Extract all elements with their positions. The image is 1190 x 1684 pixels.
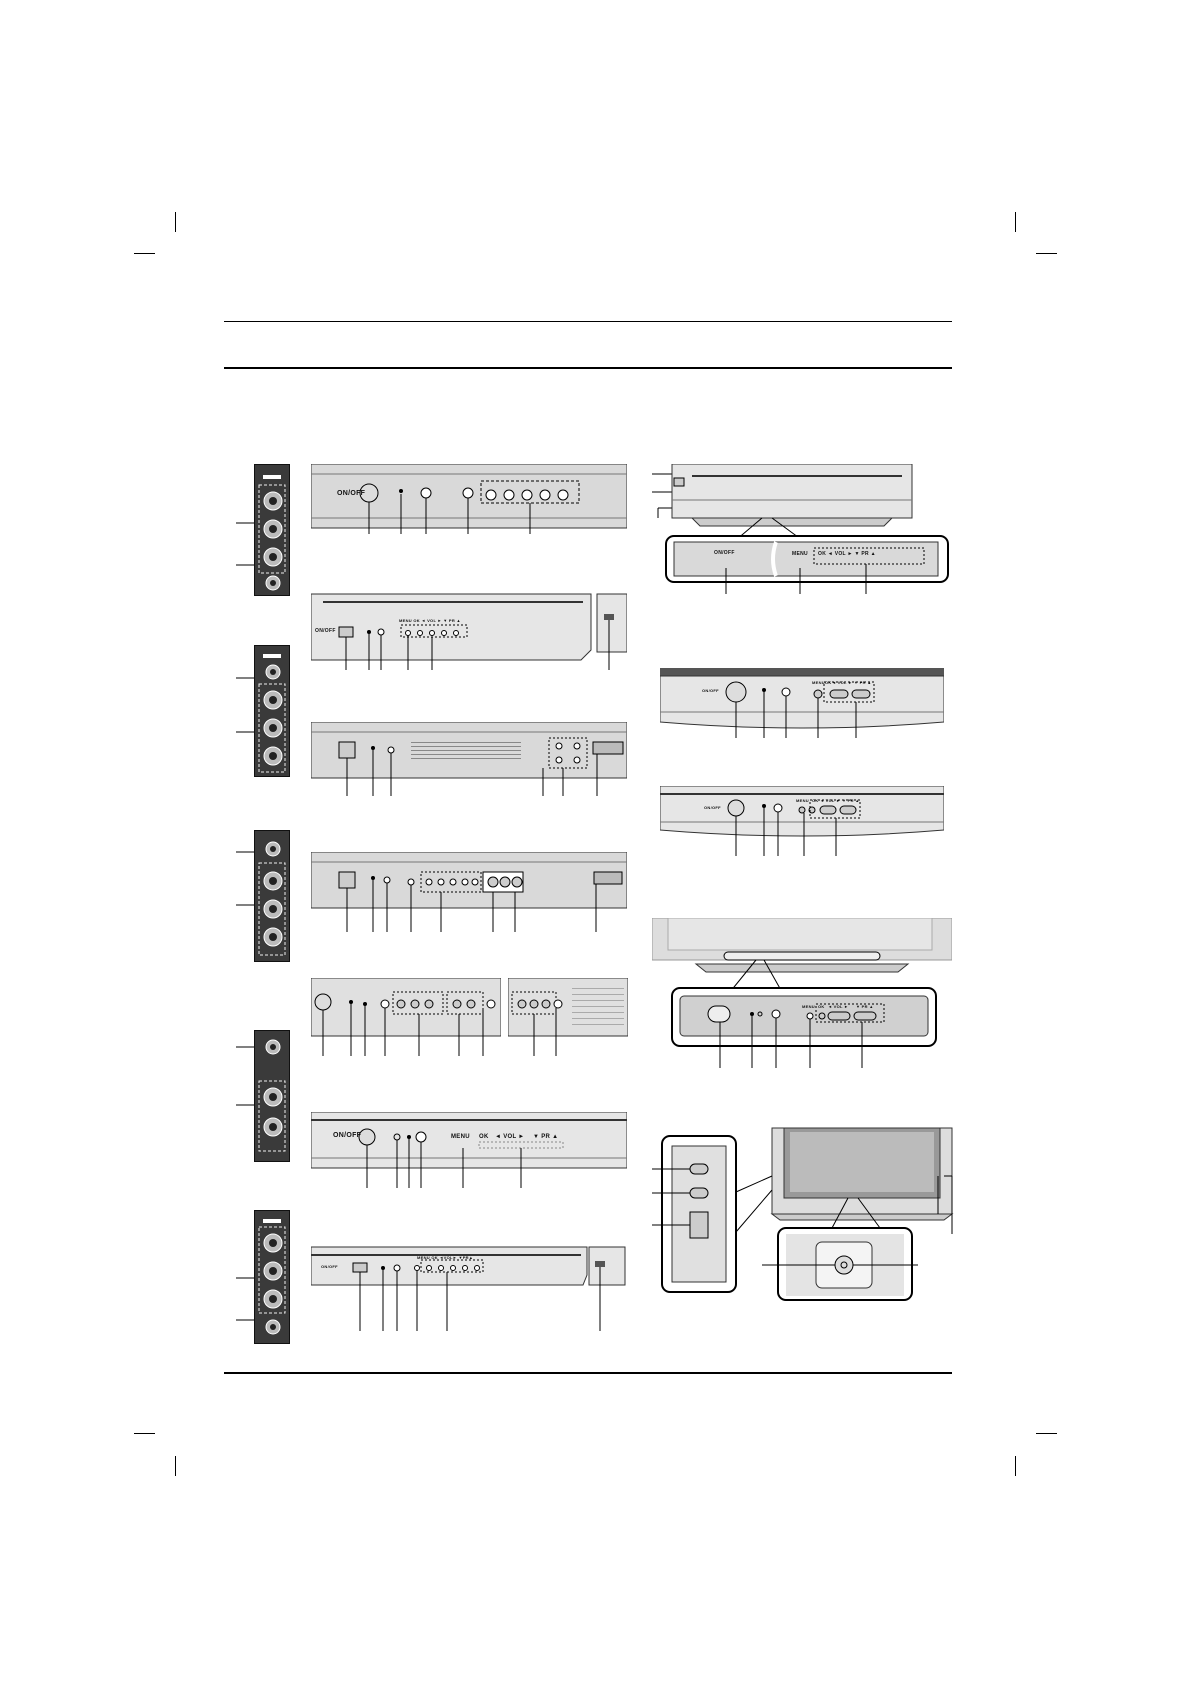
- crop-mark-tr-v: [1015, 212, 1016, 232]
- vol-label: ◄ VOL ►: [820, 798, 841, 803]
- front-panel-r1: [652, 464, 952, 594]
- pr-label: ▼ PR ▲: [842, 798, 860, 803]
- controls-label: MENU OK ◄VOL► ▼PR▲: [417, 1255, 474, 1260]
- crop-mark-br-v: [1015, 1456, 1016, 1476]
- front-panel-2: [311, 592, 627, 670]
- on-off-label: ON/OFF: [702, 688, 719, 693]
- crop-mark-bl-h: [134, 1433, 155, 1434]
- on-off-label: ON/OFF: [321, 1264, 338, 1269]
- menu-label: MENU: [451, 1134, 470, 1140]
- crop-mark-tl-v: [175, 212, 176, 232]
- controls-label: MENU OK ◄ VOL ► ▼ PR ▲: [399, 618, 461, 623]
- on-off-label: ON/OFF: [337, 490, 366, 497]
- crop-mark-tr-h: [1036, 253, 1057, 254]
- front-panel-1: [311, 464, 627, 534]
- crop-mark-bl-v: [175, 1456, 176, 1476]
- ok-label: OK: [825, 680, 832, 685]
- ok-label: OK: [812, 798, 819, 803]
- ok-label: OK: [479, 1134, 489, 1140]
- controls-label: OK ◄ VOL ► ▼ PR ▲: [818, 551, 876, 557]
- front-panel-r3: [660, 786, 944, 856]
- header-rule-bottom: [224, 367, 952, 369]
- pr-label: ▼ PR ▲: [854, 680, 872, 685]
- menu-label: MENU: [796, 798, 809, 803]
- pr-label: ▼ PR ▲: [533, 1134, 559, 1140]
- crop-mark-tl-h: [134, 253, 155, 254]
- front-panel-6: [311, 1112, 627, 1188]
- pr-label: ▼ PR ▲: [856, 1004, 874, 1009]
- on-off-label: ON/OFF: [714, 550, 735, 556]
- front-panel-3: [311, 722, 627, 796]
- front-panel-r4: [652, 918, 952, 1068]
- front-panel-r2: [660, 668, 944, 738]
- ok-label: OK: [818, 1004, 825, 1009]
- menu-label: MENU: [792, 551, 808, 557]
- crop-mark-br-h: [1036, 1433, 1057, 1434]
- front-panel-r5: [652, 1124, 957, 1304]
- menu-label: MENU: [812, 680, 825, 685]
- vol-label: ◄ VOL ►: [832, 680, 853, 685]
- front-panel-4: [311, 852, 627, 932]
- on-off-label: ON/OFF: [315, 628, 336, 634]
- header-rule-top: [224, 321, 952, 322]
- front-panel-5a: [311, 978, 501, 1056]
- vol-label: ◄ VOL ►: [495, 1134, 525, 1140]
- vol-label: ◄ VOL ►: [828, 1004, 849, 1009]
- on-off-label: ON/OFF: [333, 1132, 362, 1139]
- menu-label: MENU: [802, 1004, 815, 1009]
- footer-rule: [224, 1372, 952, 1374]
- front-panel-5b: [508, 978, 628, 1056]
- front-panel-7: [311, 1245, 627, 1331]
- jack-leader-lines: [236, 460, 260, 1360]
- on-off-label: ON/OFF: [704, 805, 721, 810]
